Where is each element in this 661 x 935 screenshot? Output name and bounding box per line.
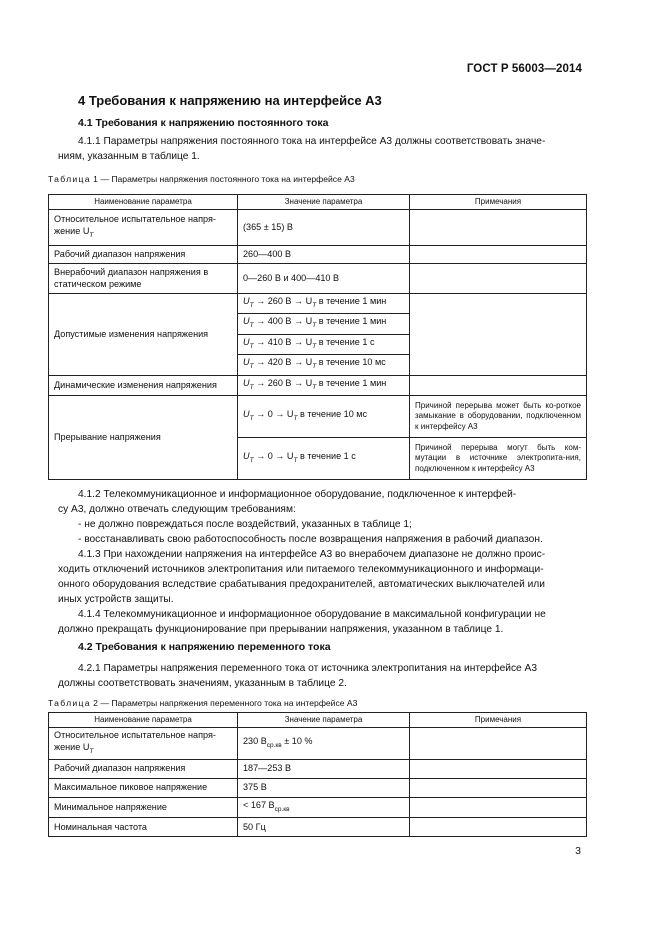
section-4-title: 4 Требования к напряжению на интерфейсе A3 xyxy=(78,93,382,108)
param-note xyxy=(410,294,587,376)
param-value: 0—260 В и 400—410 В xyxy=(238,264,410,294)
table-2-caption xyxy=(48,698,357,708)
param-name: Рабочий диапазон напряжения xyxy=(49,760,238,779)
paragraph-4-1-2-line-2: су A3, должно отвечать следующим требованиям: xyxy=(58,504,296,515)
col-header-notes: Примечания xyxy=(410,195,587,210)
paragraph-4-2-1-line-2: должны соответствовать значениям, указанным в таблице 2. xyxy=(58,678,347,689)
param-value: 50 Гц xyxy=(238,818,410,837)
param-note xyxy=(410,798,587,818)
caption-word: Таблица xyxy=(48,698,91,708)
standard-number: ГОСТ Р 56003—2014 xyxy=(466,63,582,75)
param-note xyxy=(410,779,587,798)
param-name: Минимальное напряжение xyxy=(49,798,238,818)
col-header-notes: Примечания xyxy=(410,713,587,728)
param-name: Допустимые изменения напряжения xyxy=(49,294,238,376)
param-note xyxy=(410,760,587,779)
param-value: 187—253 В xyxy=(238,760,410,779)
param-value: $U_T \to 420$ $В \to U_T$ в течение 10 мс xyxy=(238,355,410,375)
param-name: Относительное испытательное напря- жение $U_T$ xyxy=(49,728,238,760)
list-item: - восстанавливать свою работоспособность после возвращения напряжения в рабочий диапазон. xyxy=(78,534,543,545)
param-name: Прерывание напряжения xyxy=(49,396,238,480)
param-value: 230 $В_{ср.кв} \pm 10$ % xyxy=(238,728,410,760)
table-row xyxy=(49,375,587,395)
param-note: Причиной перерыва могут быть ком-мутации в источнике электропита-ния, подключенном к интерфейсу A3 xyxy=(410,438,587,480)
paragraph-4-1-4-line-2: должно прекращать функционирование при прерывании напряжения, указанном в таблице 1. xyxy=(58,624,504,635)
col-header-value: Значение параметра xyxy=(238,195,410,210)
subsection-4-2-title: 4.2 Требования к напряжению переменного тока xyxy=(78,641,331,653)
table-row xyxy=(49,264,587,294)
table-row xyxy=(49,798,587,818)
param-note xyxy=(410,728,587,760)
param-note xyxy=(410,264,587,294)
table-header-row xyxy=(49,195,587,210)
table-row xyxy=(49,818,587,837)
table-row xyxy=(49,760,587,779)
paragraph-4-1-1-line-2: ниям, указанным в таблице 1. xyxy=(58,151,200,162)
paragraph-4-1-3-line-4: иных устройств защиты. xyxy=(58,594,174,605)
caption-text: 2 — Параметры напряжения переменного тока на интерфейсе A3 xyxy=(90,698,358,708)
table-2 xyxy=(48,712,587,837)
list-item: - не должно повреждаться после воздействий, указанных в таблице 1; xyxy=(78,519,412,530)
col-header-name: Наименование параметра xyxy=(49,195,238,210)
param-value: $U_T \to 260$ $В \to U_T$ в течение 1 мин xyxy=(238,375,410,395)
param-value: 260—400 В xyxy=(238,246,410,264)
table-1 xyxy=(48,194,587,480)
param-note xyxy=(410,210,587,246)
table-row xyxy=(49,210,587,246)
table-row xyxy=(49,246,587,264)
param-name: Внерабочий диапазон напряжения в статическом режиме xyxy=(49,264,238,294)
param-value: < 167 $В_{ср.кв}$ xyxy=(238,798,410,818)
col-header-name: Наименование параметра xyxy=(49,713,238,728)
param-name: Рабочий диапазон напряжения xyxy=(49,246,238,264)
param-name: Динамические изменения напряжения xyxy=(49,375,238,395)
caption-text: 1 — Параметры напряжения постоянного тока на интерфейсе A3 xyxy=(90,174,355,184)
table-row xyxy=(49,294,587,314)
param-note: Причиной перерыва может быть ко-роткое замыкание в оборудовании, подключенном к интерфейсу A3 xyxy=(410,396,587,438)
param-value: $U_T \to 400$ $В \to U_T$ в течение 1 мин xyxy=(238,314,410,334)
param-value: $U_T \to 0 \to U_T$ в течение 1 с xyxy=(238,438,410,480)
param-value: (365 ± 15) В xyxy=(238,210,410,246)
col-header-value: Значение параметра xyxy=(238,713,410,728)
table-row xyxy=(49,779,587,798)
param-note xyxy=(410,375,587,395)
paragraph-4-1-2-line-1: 4.1.2 Телекоммуникационное и информационное оборудование, подключенное к интерфей- xyxy=(78,489,517,500)
table-1-caption xyxy=(48,174,355,184)
paragraph-4-1-3-line-1: 4.1.3 При нахождении напряжения на интерфейсе A3 во внерабочем диапазоне не должно проис- xyxy=(78,549,546,560)
paragraph-4-1-1-line-1: 4.1.1 Параметры напряжения постоянного тока на интерфейсе A3 должны соответствовать значе- xyxy=(78,136,546,147)
param-value: $U_T \to 260$ $В \to U_T$ в течение 1 мин xyxy=(238,294,410,314)
param-name: Максимальное пиковое напряжение xyxy=(49,779,238,798)
table-row xyxy=(49,728,587,760)
table-row xyxy=(49,396,587,438)
page-number: 3 xyxy=(575,845,581,857)
table-header-row xyxy=(49,713,587,728)
param-note xyxy=(410,818,587,837)
param-name: Относительное испытательное напря- жение $U_T$ xyxy=(49,210,238,246)
paragraph-4-2-1-line-1: 4.2.1 Параметры напряжения переменного тока от источника электропитания на интерфейсе A3 xyxy=(78,663,537,674)
paragraph-4-1-3-line-3: онного оборудования вследствие срабатывания предохранителей, автоматических выключателей или xyxy=(58,579,545,590)
param-name: Номинальная частота xyxy=(49,818,238,837)
param-value: $U_T \to 410$ $В \to U_T$ в течение 1 с xyxy=(238,334,410,354)
paragraph-4-1-3-line-2: ходить отключений источников электропитания или питаемого телекоммуникационного и информаци- xyxy=(58,564,544,575)
param-note xyxy=(410,246,587,264)
param-value: 375 В xyxy=(238,779,410,798)
subsection-4-1-title: 4.1 Требования к напряжению постоянного тока xyxy=(78,117,329,129)
paragraph-4-1-4-line-1: 4.1.4 Телекоммуникационное и информационное оборудование в максимальной конфигурации не xyxy=(78,609,546,620)
caption-word: Таблица xyxy=(48,174,91,184)
param-value: $U_T \to 0 \to U_T$ в течение 10 мс xyxy=(238,396,410,438)
